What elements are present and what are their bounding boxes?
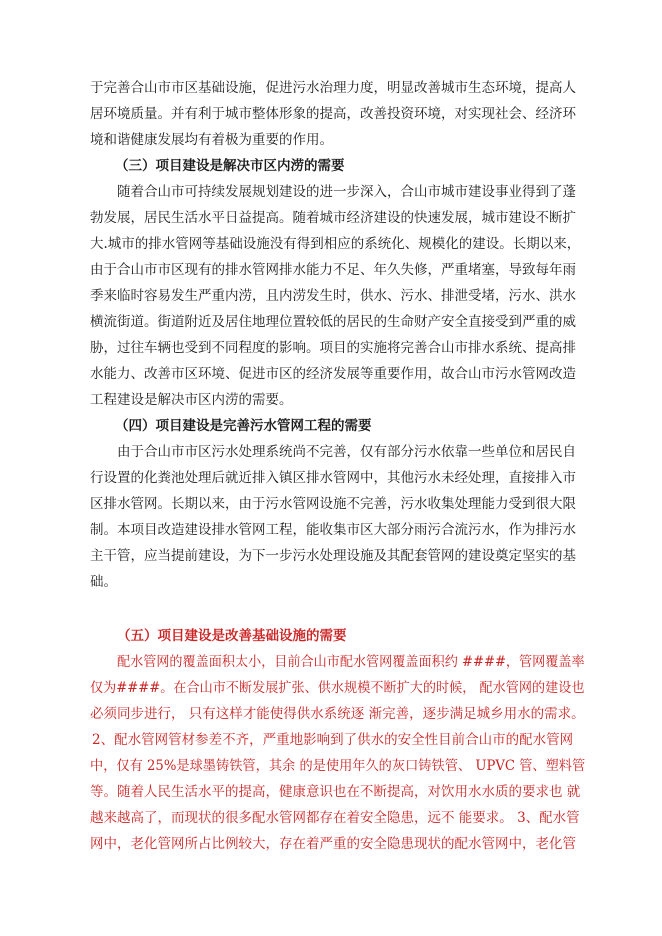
paragraph-line: 越来越高了，而现状的很多配水管网都存在着安全隐患，远不 能要求。 3、配水管 <box>90 810 580 826</box>
paragraph-line: 中，仅有 25%是球墨铸铁管，其余 的是使用年久的灰口铸铁管、 UPVC 管、塑料管 <box>90 758 586 774</box>
paragraph-line: 工程建设是解决市区内涝的需要。 <box>90 392 293 408</box>
paragraph-line: 仅为####。在合山市不断发展扩张、供水规模不断扩大的时候， 配水管网的建设也 <box>90 680 585 696</box>
paragraph-line: 网中，老化管网所占比例较大，存在着严重的安全隐患现状的配水管网中，老化管 <box>90 836 576 852</box>
paragraph-line: 2、配水管网管材参差不齐，严重地影响到了供水的安全性目前合山市的配水管网 <box>92 732 574 748</box>
paragraph-line: 由于合山市市区现有的排水管网排水能力不足、年久失修，严重堵塞，导致每年雨 <box>90 262 576 278</box>
section-heading-4: （四）项目建设是完善污水管网工程的需要 <box>115 418 372 434</box>
paragraph-line: 区排水管网。长期以来，由于污水管网设施不完善，污水收集处理能力受到很大限 <box>90 496 576 512</box>
paragraph-line: 大.城市的排水管网等基础设施没有得到相应的系统化、规模化的建设。长期以来， <box>90 236 581 252</box>
paragraph-line: 主干管，应当提前建设，为下一步污水处理设施及其配套管网的建设奠定坚实的基 <box>90 548 576 564</box>
paragraph-line: 配水管网的覆盖面积太小，目前合山市配水管网覆盖面积约 ####，管网覆盖率 <box>117 654 585 670</box>
paragraph-line: 随着合山市可持续发展规划建设的进一步深入，合山市城市建设事业得到了蓬 <box>117 184 576 200</box>
paragraph-line: 行设置的化粪池处理后就近排入镇区排水管网中，其他污水未经处理，直接排入市 <box>90 470 576 486</box>
paragraph-line: 季来临时容易发生严重内涝，且内涝发生时，供水、污水、排泄受堵，污水、洪水 <box>90 288 576 304</box>
paragraph-line: 胁，过往车辆也受到不同程度的影响。项目的实施将完善合山市排水系统、提高排 <box>90 340 576 356</box>
paragraph-line: 础。 <box>90 574 117 590</box>
paragraph-line: 制。本项目改造建设排水管网工程，能收集市区大部分雨污合流污水，作为排污水 <box>90 522 576 538</box>
paragraph-line: 居环境质量。并有利于城市整体形象的提高，改善投资环境，对实现社会、经济环 <box>90 106 576 122</box>
section-heading-5: （五）项目建设是改善基础设施的需要 <box>117 628 347 644</box>
paragraph-line: 水能力、改善市区环境、促进市区的经济发展等重要作用，故合山市污水管网改造 <box>90 366 576 382</box>
paragraph-line: 境和谐健康发展均有着极为重要的作用。 <box>90 132 333 148</box>
paragraph-line: 于完善合山市市区基础设施，促进污水治理力度，明显改善城市生态环境，提高人 <box>90 80 576 96</box>
section-heading-3: （三）项目建设是解决市区内涝的需要 <box>115 158 345 174</box>
paragraph-line: 由于合山市市区污水处理系统尚不完善，仅有部分污水依靠一些单位和居民自 <box>117 444 576 460</box>
paragraph-line: 勃发展，居民生活水平日益提高。随着城市经济建设的快速发展，城市建设不断扩 <box>90 210 576 226</box>
paragraph-line: 必须同步进行， 只有这样才能使得供水系统逐 渐完善，逐步满足城乡用水的需求。 <box>90 706 585 722</box>
paragraph-line: 等。随着人民生活水平的提高，健康意识也在不断提高，对饮用水水质的要求也 就 <box>90 784 581 800</box>
paragraph-line: 横流街道。街道附近及居住地理位置较低的居民的生命财产安全直接受到严重的威 <box>90 314 576 330</box>
